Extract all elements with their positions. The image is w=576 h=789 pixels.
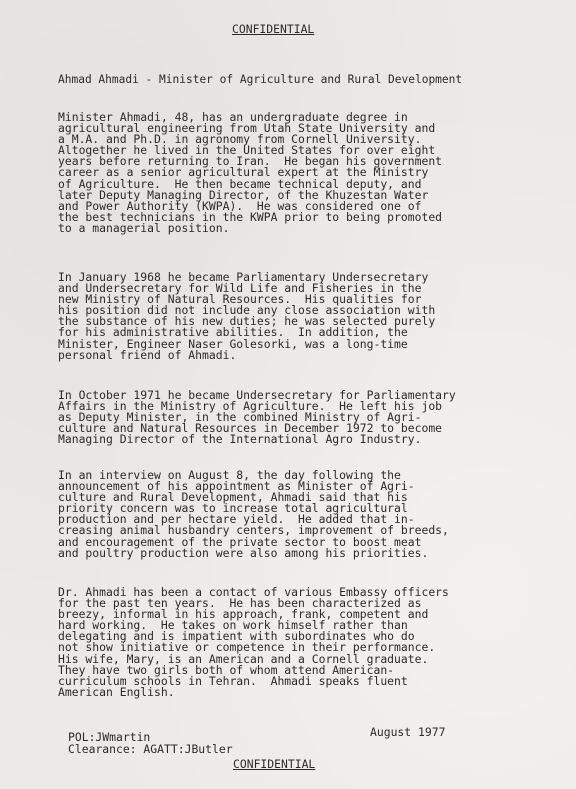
paragraph-1971-appointment: In October 1971 he became Undersecretary for Parliamentary Affairs in the Ministry of Agriculture. He left his job as Deputy Minister, in the combined Ministry of Agri- culture and Natural Resources in December 1972 to become Managing Director of the International Agro Industry. (58, 388, 456, 447)
document-title: Ahmad Ahmadi - Minister of Agriculture and Rural Development (58, 73, 463, 86)
document-date: August 1977 (370, 725, 446, 739)
paragraph-1968-appointment: In January 1968 he became Parliamentary Undersecretary and Undersecretary for Wild Life and Fisheries in the new Ministry of Natural Resources. His qualities for his position did not include any close association with the substance of his new duties; he was selected purely for his administrative abilities. In addition, the Minister, Engineer Naser Golesorki, was a long-time personal friend of Ahmadi. (58, 270, 436, 362)
classification-footer: CONFIDENTIAL (233, 757, 316, 771)
paragraph-interview: In an interview on August 8, the day following the announcement of his appointment as Minister of Agri- culture and Rural Development, Ahmadi said that his priority concern was to increase total agricultural production and per hectare yield. He added that in- creasing animal husbandry centers, improvement of breeds, and encouragement of the private sector to boost meat and poultry production were also among his priorities. (58, 468, 449, 560)
clearance-line: Clearance: AGATT:JButler (68, 742, 233, 756)
classification-header: CONFIDENTIAL (232, 22, 315, 36)
paragraph-education-career: Minister Ahmadi, 48, has an undergraduate degree in agricultural engineering from Utah State University and a M.A. and Ph.D. in agronomy from Cornell University. Altogether he lived in the United States for over eight years before returning to Iran. He began his government career as a senior agricultural expert at the Ministry of Agriculture. He then became technical deputy, and later Deputy Managing Director, of the Khuzestan Water and Power Authority (KWPA). He was considered one of the best technicians in the KWPA prior to being promoted to a managerial position. (58, 110, 443, 235)
paragraph-character: Dr. Ahmadi has been a contact of various Embassy officers for the past ten years. He has been characterized as breezy, informal in his approach, frank, competent and hard working. He takes on work himself rather than delegating and is impatient with subordinates who do not show initiative or competence in their performance. His wife, Mary, is an American and a Cornell graduate. They have two girls both of whom attend American- curriculum schools in Tehran. Ahmadi speaks fluent American English. (58, 585, 449, 699)
drafter-line: POL:JWmartin (68, 730, 151, 744)
